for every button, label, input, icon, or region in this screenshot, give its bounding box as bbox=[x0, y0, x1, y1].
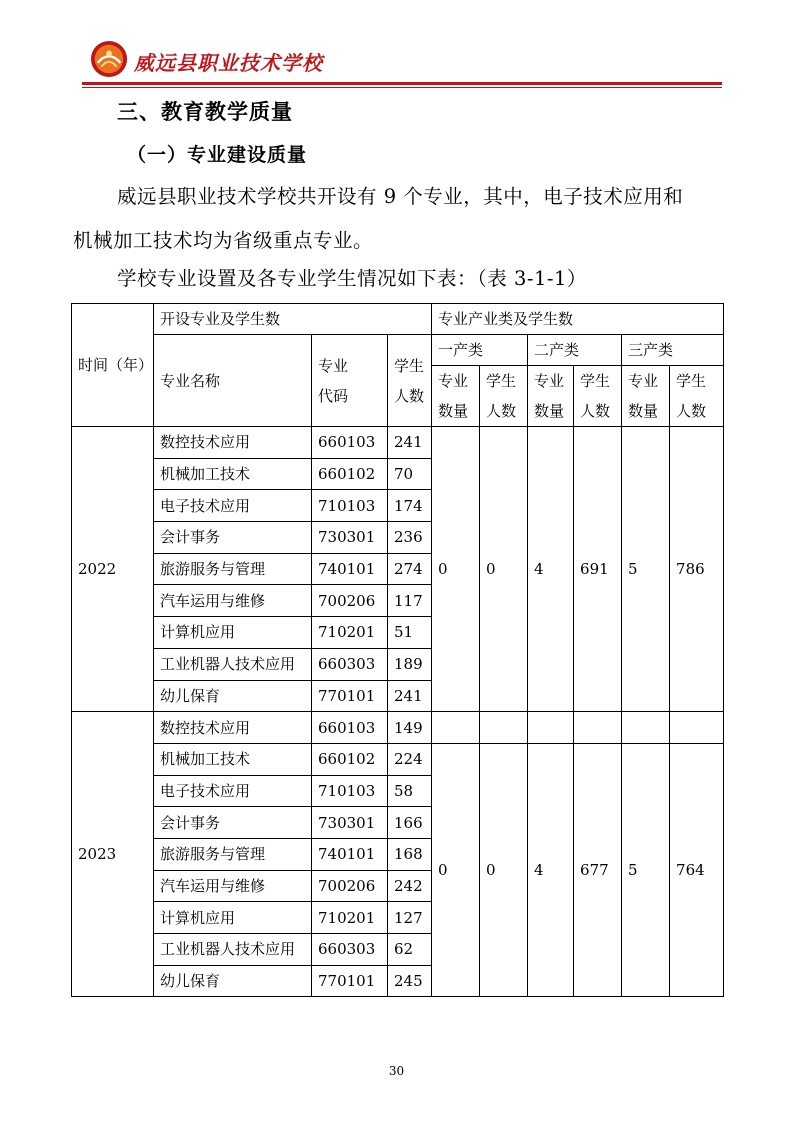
table-row bbox=[72, 743, 724, 775]
paragraph: 机械加工技术均为省级重点专业。 bbox=[73, 229, 374, 252]
major-name-cell: 汽车运用与维修 bbox=[154, 870, 312, 902]
page-header bbox=[82, 36, 722, 86]
major-name-cell: 汽车运用与维修 bbox=[154, 585, 312, 617]
major-students-cell: 224 bbox=[388, 743, 432, 775]
secondary-count-cell: 4 bbox=[528, 427, 574, 712]
page-number: 30 bbox=[388, 1064, 405, 1078]
major-code-cell: 710201 bbox=[312, 902, 388, 934]
major-students-cell: 62 bbox=[388, 934, 432, 966]
header-students-l2: 人数 bbox=[394, 386, 425, 405]
major-students-cell: 70 bbox=[388, 458, 432, 490]
header-tertiary-students: 学生 人数 bbox=[670, 366, 724, 427]
major-students-cell: 58 bbox=[388, 775, 432, 807]
empty-cell bbox=[670, 712, 724, 744]
major-code-cell: 730301 bbox=[312, 522, 388, 554]
header-code-l2: 代码 bbox=[318, 386, 349, 405]
header-tertiary-count: 专业 数量 bbox=[622, 366, 670, 427]
primary-students-cell: 0 bbox=[480, 743, 528, 997]
major-code-cell: 660103 bbox=[312, 712, 388, 744]
major-code-cell: 710201 bbox=[312, 617, 388, 649]
majors-table bbox=[71, 303, 724, 997]
major-name-cell: 电子技术应用 bbox=[154, 775, 312, 807]
table-row bbox=[72, 712, 724, 744]
major-students-cell: 51 bbox=[388, 617, 432, 649]
major-students-cell: 241 bbox=[388, 427, 432, 459]
section-title: 三、教育教学质量 bbox=[117, 100, 293, 124]
major-name-cell: 机械加工技术 bbox=[154, 458, 312, 490]
major-students-cell: 236 bbox=[388, 522, 432, 554]
primary-students-cell: 0 bbox=[480, 427, 528, 712]
major-students-cell: 242 bbox=[388, 870, 432, 902]
major-name-cell: 幼儿保育 bbox=[154, 965, 312, 997]
major-code-cell: 660303 bbox=[312, 934, 388, 966]
major-students-cell: 274 bbox=[388, 553, 432, 585]
header-code bbox=[312, 335, 388, 427]
major-name-cell: 电子技术应用 bbox=[154, 490, 312, 522]
year-cell: 2022 bbox=[72, 427, 154, 712]
major-students-cell: 189 bbox=[388, 648, 432, 680]
primary-count-cell: 0 bbox=[432, 743, 480, 997]
major-code-cell: 770101 bbox=[312, 965, 388, 997]
major-name-cell: 工业机器人技术应用 bbox=[154, 934, 312, 966]
major-name-cell: 旅游服务与管理 bbox=[154, 553, 312, 585]
header-time: 时间（年） bbox=[72, 304, 154, 427]
tertiary-count-cell: 5 bbox=[622, 427, 670, 712]
major-name-cell: 旅游服务与管理 bbox=[154, 838, 312, 870]
header-rule bbox=[82, 82, 722, 85]
major-students-cell: 149 bbox=[388, 712, 432, 744]
header-rule-thin bbox=[82, 87, 722, 88]
secondary-count-cell: 4 bbox=[528, 743, 574, 997]
header-students bbox=[388, 335, 432, 427]
major-name-cell: 数控技术应用 bbox=[154, 427, 312, 459]
major-name-cell: 计算机应用 bbox=[154, 902, 312, 934]
header-code-l1: 专业 bbox=[318, 356, 349, 375]
major-code-cell: 740101 bbox=[312, 838, 388, 870]
major-name-cell: 幼儿保育 bbox=[154, 680, 312, 712]
header-primary-students: 学生 人数 bbox=[480, 366, 528, 427]
major-code-cell: 740101 bbox=[312, 553, 388, 585]
major-students-cell: 241 bbox=[388, 680, 432, 712]
secondary-students-cell: 691 bbox=[574, 427, 622, 712]
tertiary-students-cell: 786 bbox=[670, 427, 724, 712]
major-code-cell: 660303 bbox=[312, 648, 388, 680]
major-name-cell: 计算机应用 bbox=[154, 617, 312, 649]
year-cell: 2023 bbox=[72, 712, 154, 997]
major-code-cell: 710103 bbox=[312, 775, 388, 807]
header-secondary-students: 学生 人数 bbox=[574, 366, 622, 427]
tertiary-count-cell: 5 bbox=[622, 743, 670, 997]
major-name-cell: 机械加工技术 bbox=[154, 743, 312, 775]
major-code-cell: 730301 bbox=[312, 807, 388, 839]
major-students-cell: 174 bbox=[388, 490, 432, 522]
major-code-cell: 700206 bbox=[312, 870, 388, 902]
school-name: 威远县职业技术学校 bbox=[134, 51, 323, 75]
header-secondary-count: 专业 数量 bbox=[528, 366, 574, 427]
empty-cell bbox=[574, 712, 622, 744]
major-name-cell: 会计事务 bbox=[154, 522, 312, 554]
major-name-cell: 会计事务 bbox=[154, 807, 312, 839]
major-code-cell: 710103 bbox=[312, 490, 388, 522]
major-code-cell: 770101 bbox=[312, 680, 388, 712]
subsection-title: （一）专业建设质量 bbox=[127, 144, 308, 166]
header-industry-group: 专业产业类及学生数 bbox=[432, 304, 724, 335]
header-students-l1: 学生 bbox=[394, 356, 425, 375]
paragraph: 威远县职业技术学校共开设有 9 个专业，其中，电子技术应用和 bbox=[117, 185, 684, 208]
header-secondary: 二产类 bbox=[528, 335, 622, 366]
major-code-cell: 660102 bbox=[312, 458, 388, 490]
major-code-cell: 660102 bbox=[312, 743, 388, 775]
tertiary-students-cell: 764 bbox=[670, 743, 724, 997]
table-caption: 学校专业设置及各专业学生情况如下表：（表 3-1-1） bbox=[117, 267, 587, 290]
empty-cell bbox=[432, 712, 480, 744]
major-students-cell: 127 bbox=[388, 902, 432, 934]
school-logo-icon bbox=[90, 40, 128, 78]
empty-cell bbox=[622, 712, 670, 744]
empty-cell bbox=[528, 712, 574, 744]
header-primary: 一产类 bbox=[432, 335, 528, 366]
major-code-cell: 660103 bbox=[312, 427, 388, 459]
secondary-students-cell: 677 bbox=[574, 743, 622, 997]
major-name-cell: 工业机器人技术应用 bbox=[154, 648, 312, 680]
header-tertiary: 三产类 bbox=[622, 335, 724, 366]
major-code-cell: 700206 bbox=[312, 585, 388, 617]
major-name-cell: 数控技术应用 bbox=[154, 712, 312, 744]
header-major-name: 专业名称 bbox=[154, 335, 312, 427]
primary-count-cell: 0 bbox=[432, 427, 480, 712]
table-row bbox=[72, 427, 724, 459]
major-students-cell: 117 bbox=[388, 585, 432, 617]
header-majors-group: 开设专业及学生数 bbox=[154, 304, 432, 335]
empty-cell bbox=[480, 712, 528, 744]
major-students-cell: 168 bbox=[388, 838, 432, 870]
header-primary-count: 专业 数量 bbox=[432, 366, 480, 427]
major-students-cell: 166 bbox=[388, 807, 432, 839]
major-students-cell: 245 bbox=[388, 965, 432, 997]
